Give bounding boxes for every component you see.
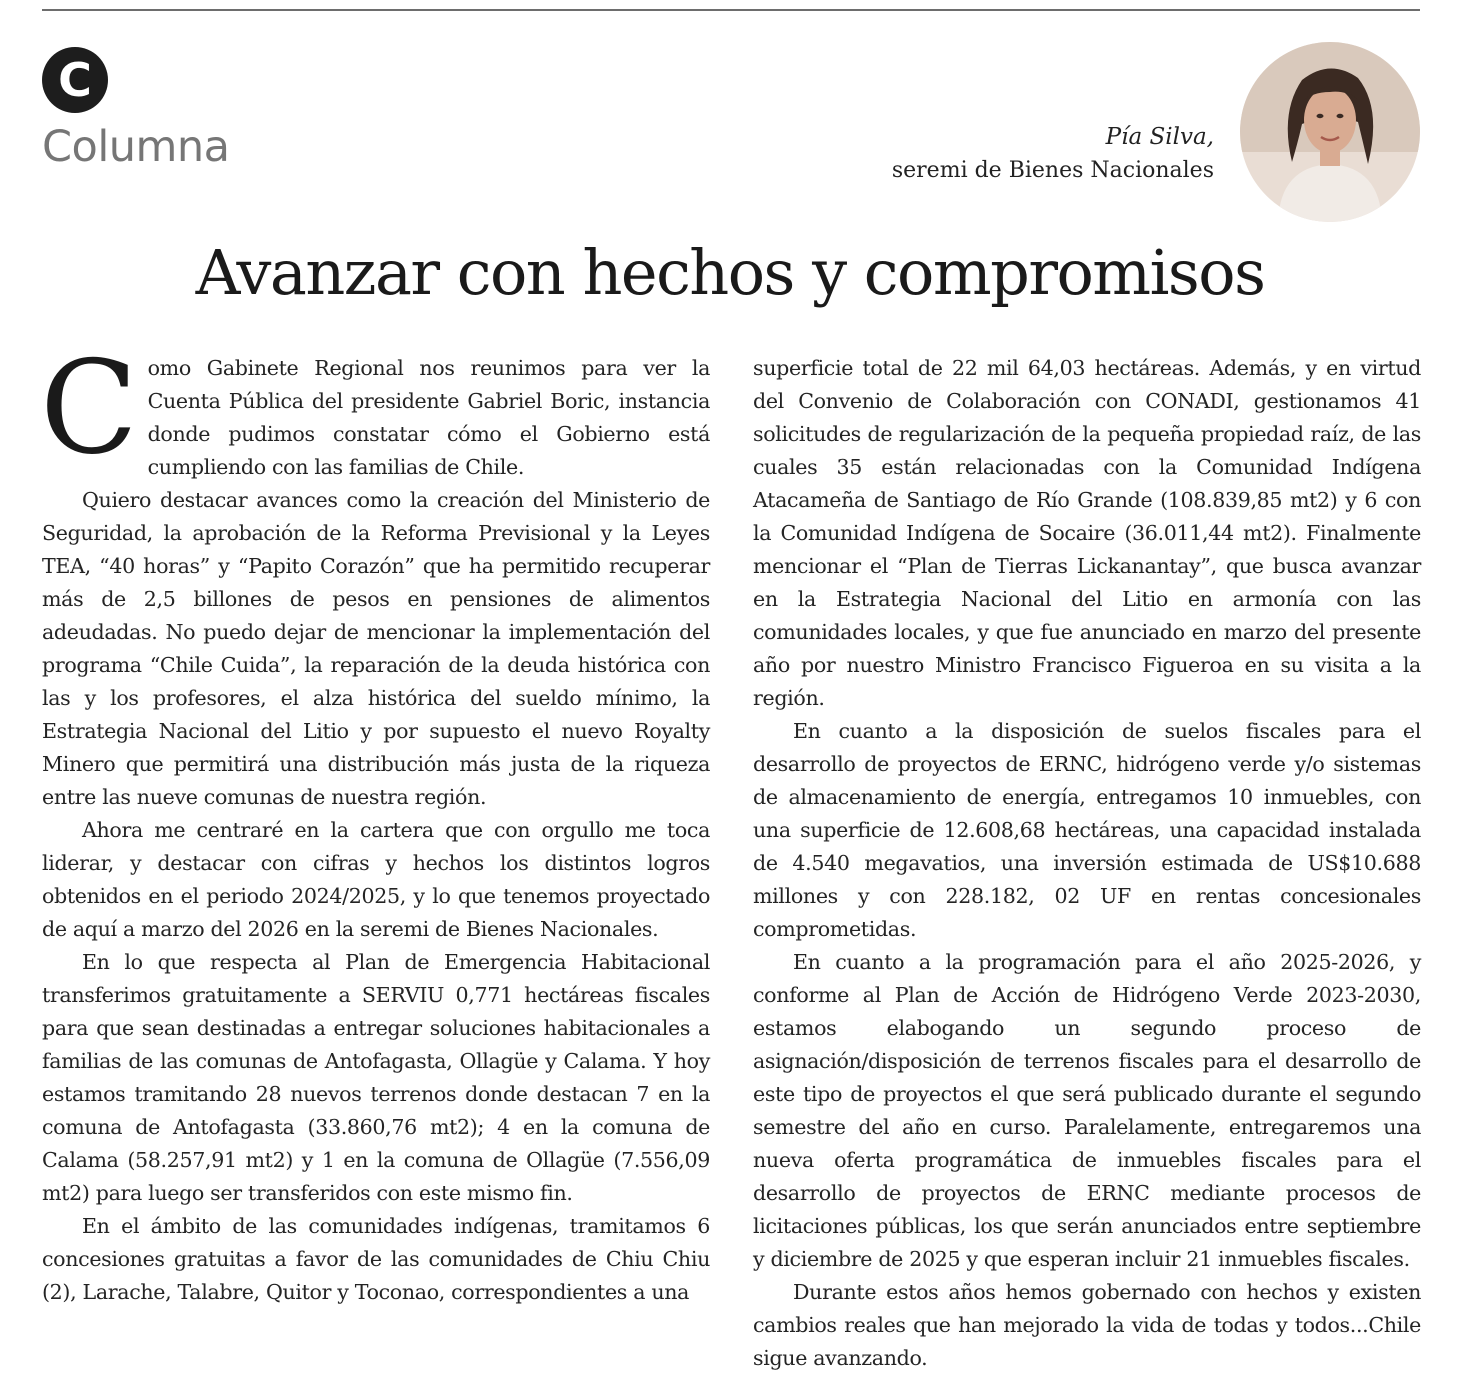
article-paragraph — [40, 334, 710, 484]
top-rule — [42, 9, 1420, 11]
section-label: Columna — [42, 122, 230, 172]
article-paragraph: Quiero destacar avances como la creación del Ministerio de Seguridad, la aprobación de la Reforma Previsional y la Leyes TEA, “40 horas” y “Papito Corazón” que ha permitido recuperar más de 2,5 billones de pesos en pensiones de alimentos adeudadas. No puedo dejar de mencionar la implementación del programa “Chile Cuida”, la reparación de la deuda histórica con las y los profesores, el alza histórica del sueldo mínimo, la Estrategia Nacional del Litio y por supuesto el nuevo Royalty Minero que permitirá una distribución más justa de la riqueza entre las nueve comunas de nuestra región. — [42, 488, 710, 809]
article-paragraph: Durante estos años hemos gobernado con hechos y existen cambios reales que han mejorado la vida de todas y todos...Chile sigue avanzando. — [753, 1280, 1421, 1370]
headline: Avanzar con hechos y compromisos — [195, 236, 1265, 309]
article-paragraph: En cuanto a la disposición de suelos fiscales para el desarrollo de proyectos de ERNC, hidrógeno verde y/o sistemas de almacenamiento de energía, entregamos 10 inmuebles, con una superficie de 12.608,68 hectáreas, una capacidad instalada de 4.540 megavatios, una inversión estimada de US$10.688 millones y con 228.182, 02 UF en rentas concesionales comprometidas. — [753, 719, 1421, 941]
paragraph-text: omo Gabinete Regional nos reunimos para ver la Cuenta Pública del presidente Gabriel Boric, instancia donde pudimos constatar cómo el Gobierno está cumpliendo con las familias de Chile. — [147, 356, 710, 479]
author-role: seremi de Bienes Nacionales — [891, 158, 1214, 183]
article-paragraph: Ahora me centraré en la cartera que con orgullo me toca liderar, y destacar con cifras y hechos los distintos logros obtenidos en el periodo 2024/2025, y lo que tenemos proyectado de aquí a marzo del 2026 en la seremi de Bienes Nacionales. — [42, 818, 710, 941]
article-column-right — [753, 352, 1421, 1375]
article-column-left — [40, 334, 710, 1309]
byline — [892, 120, 1214, 188]
section-badge: C — [42, 47, 108, 113]
drop-cap: C — [40, 334, 138, 483]
article-paragraph: superficie total de 22 mil 64,03 hectáreas. Además, y en virtud del Convenio de Colaboración con CONADI, gestionamos 41 solicitudes de regularización de la pequeña propiedad raíz, de las cuales 35 están relacionadas con la Comunidad Indígena Atacameña de Santiago de Río Grande (108.839,85 mt2) y 6 con la Comunidad Indígena de Socaire (36.011,44 mt2). Finalmente mencionar el “Plan de Tierras Lickanantay”, que busca avanzar en la Estrategia Nacional del Litio en armonía con las comunidades locales, y que fue anunciado en marzo del presente año por nuestro Ministro Francisco Figueroa en su visita a la región. — [753, 356, 1421, 710]
article-paragraph: En lo que respecta al Plan de Emergencia Habitacional transferimos gratuitamente a SERVIU 0,771 hectáreas fiscales para que sean destinadas a entregar soluciones habitacionales a familias de las comunas de Antofagasta, Ollagüe y Calama. Y hoy estamos tramitando 28 nuevos terrenos donde destacan 7 en la comuna de Antofagasta (33.860,76 mt2); 4 en la comuna de Calama (58.257,91 mt2) y 1 en la comuna de Ollagüe (7.556,09 mt2) para luego ser transferidos con este mismo fin. — [42, 950, 710, 1205]
author-name: Pía Silva, — [1105, 124, 1214, 150]
article-paragraph: En el ámbito de las comunidades indígenas, tramitamos 6 concesiones gratuitas a favor de las comunidades de Chiu Chiu (2), Larache, Talabre, Quitor y Toconao, correspondientes a una — [42, 1214, 710, 1304]
author-portrait-image — [1240, 42, 1420, 222]
author-photo — [1240, 42, 1420, 222]
article-paragraph: En cuanto a la programación para el año 2025-2026, y conforme al Plan de Acción de Hidrógeno Verde 2023-2030, estamos elabogando un segundo proceso de asignación/disposición de terrenos fiscales para el desarrollo de este tipo de proyectos el que será publicado durante el segundo semestre del año en curso. Paralelamente, entregaremos una nueva oferta programática de inmuebles fiscales para el desarrollo de proyectos de ERNC mediante procesos de licitaciones públicas, los que serán anunciados entre septiembre y diciembre de 2025 y que esperan incluir 21 inmuebles fiscales. — [753, 950, 1421, 1271]
